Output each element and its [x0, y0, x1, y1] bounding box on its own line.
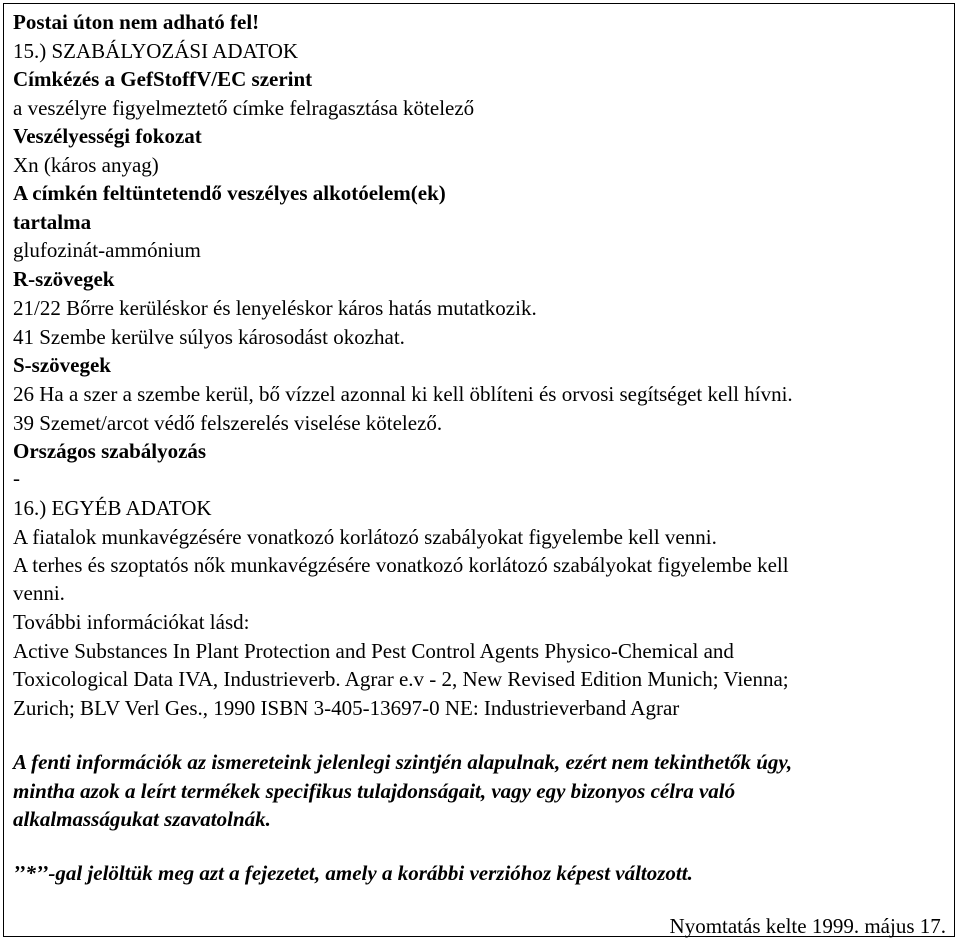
- section-16-line: A terhes és szoptatós nők munkavégzésére vonatkozó korlátozó szabályokat figyelembe kell: [13, 553, 789, 577]
- labeling-text: a veszélyre figyelmeztető címke felragasztása kötelező: [13, 96, 475, 120]
- reference-line: Toxicological Data IVA, Industrieverb. Agrar e.v - 2, New Revised Edition Munich; Vienna;: [13, 667, 789, 691]
- section-15-title: 15.) SZABÁLYOZÁSI ADATOK: [13, 39, 299, 63]
- s-phrases-heading: S-szövegek: [13, 353, 111, 377]
- national-regulation-text: -: [13, 466, 20, 490]
- r-phrase-item: 41 Szembe kerülve súlyos károsodást okozhat.: [13, 325, 405, 349]
- components-text: glufozinát-ammónium: [13, 238, 201, 262]
- disclaimer-line: mintha azok a leírt termékek specifikus tulajdonságait, vagy egy bizonyos célra való: [13, 779, 736, 803]
- components-heading-line2: tartalma: [13, 210, 92, 234]
- s-phrase-item: 39 Szemet/arcot védő felszerelés viselése kötelező.: [13, 411, 443, 435]
- r-phrase-item: 21/22 Bőrre kerüléskor és lenyeléskor káros hatás mutatkozik.: [13, 296, 537, 320]
- disclaimer-line: alkalmasságukat szavatolnák.: [13, 807, 271, 831]
- national-regulation-heading: Országos szabályozás: [13, 439, 207, 463]
- print-date: Nyomtatás kelte 1999. május 17.: [669, 914, 946, 938]
- hazard-text: Xn (káros anyag): [13, 153, 159, 177]
- section-16-line: A fiatalok munkavégzésére vonatkozó korlátozó szabályokat figyelembe kell venni.: [13, 525, 717, 549]
- section-16-title: 16.) EGYÉB ADATOK: [13, 496, 212, 520]
- document-page: [3, 3, 955, 937]
- reference-line: Active Substances In Plant Protection and Pest Control Agents Physico-Chemical and: [13, 639, 734, 663]
- labeling-heading: Címkézés a GefStoffV/EC szerint: [13, 67, 313, 91]
- s-phrase-item: 26 Ha a szer a szembe kerül, bő vízzel azonnal ki kell öblíteni és orvosi segítséget kell hívni.: [13, 382, 793, 406]
- disclaimer-line: A fenti információk az ismereteink jelenlegi szintjén alapulnak, ezért nem tekinthetők úgy,: [13, 750, 793, 774]
- components-heading-line1: A címkén feltüntetendő veszélyes alkotóelem(ek): [13, 181, 446, 205]
- r-phrases-heading: R-szövegek: [13, 267, 115, 291]
- section-16-line: További információkat lásd:: [13, 610, 250, 634]
- reference-line: Zurich; BLV Verl Ges., 1990 ISBN 3-405-13697-0 NE: Industrieverband Agrar: [13, 696, 680, 720]
- hazard-heading: Veszélyességi fokozat: [13, 124, 202, 148]
- postal-notice: Postai úton nem adható fel!: [13, 10, 260, 34]
- section-16-line: venni.: [13, 581, 65, 605]
- change-note: ’’*’’-gal jelöltük meg azt a fejezetet, amely a korábbi verzióhoz képest változott.: [13, 861, 693, 885]
